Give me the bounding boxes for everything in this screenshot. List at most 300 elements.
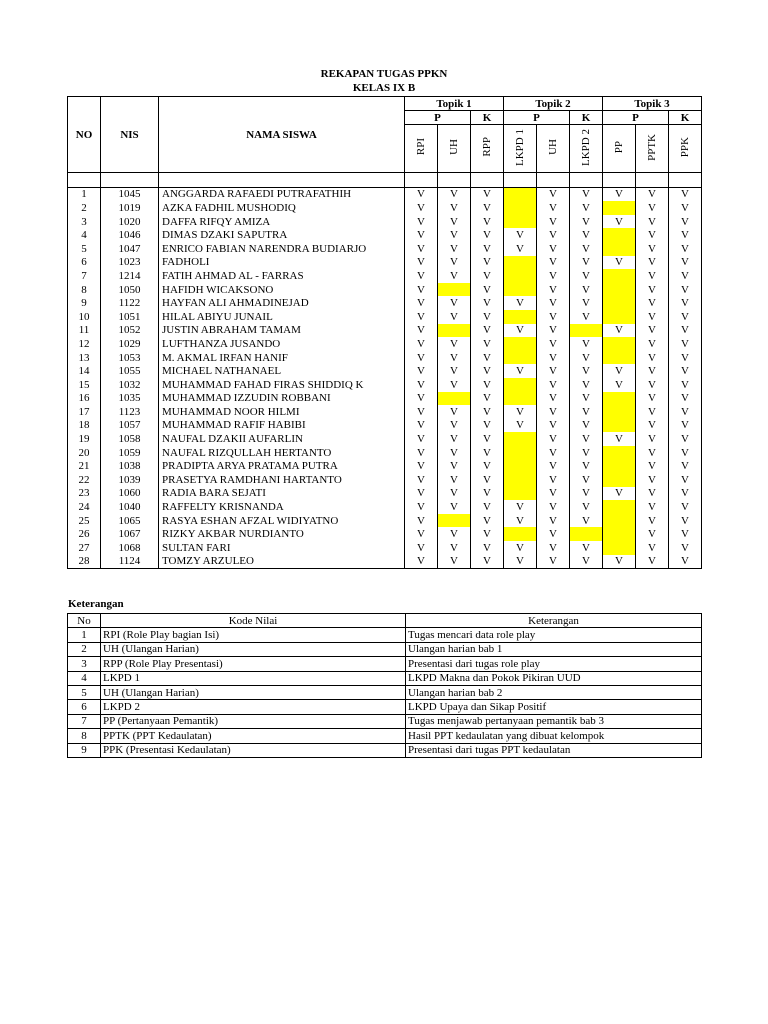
legend-no: 3 [68, 657, 101, 671]
mark-cell-missing [504, 337, 537, 351]
mark-cell: V [669, 378, 702, 392]
legend-row [68, 628, 702, 642]
mark-cell: V [636, 514, 669, 528]
col-header-sub [405, 125, 438, 173]
mark-cell: V [636, 527, 669, 541]
row-name: HILAL ABIYU JUNAIL [159, 310, 405, 324]
mark-cell: V [669, 555, 702, 569]
mark-cell: V [537, 392, 570, 406]
mark-cell: V [570, 487, 603, 501]
mark-cell: V [471, 405, 504, 419]
mark-cell: V [636, 310, 669, 324]
row-name: PRADIPTA ARYA PRATAMA PUTRA [159, 459, 405, 473]
mark-cell-missing [504, 432, 537, 446]
row-nis: 1051 [101, 310, 159, 324]
row-nis: 1039 [101, 473, 159, 487]
mark-cell: V [636, 228, 669, 242]
row-nis: 1029 [101, 337, 159, 351]
mark-cell: V [570, 228, 603, 242]
mark-cell-missing [504, 351, 537, 365]
col-header-sub-label: UH [547, 139, 559, 155]
col-header-sub-label: LKPD 1 [514, 128, 526, 166]
row-name: SULTAN FARI [159, 541, 405, 555]
mark-cell: V [471, 500, 504, 514]
mark-cell-missing [603, 351, 636, 365]
mark-cell: V [603, 432, 636, 446]
mark-cell-missing [603, 392, 636, 406]
row-no: 9 [68, 296, 101, 310]
mark-cell: V [636, 187, 669, 201]
col-header-sub [570, 125, 603, 173]
legend-header-ket: Keterangan [406, 614, 702, 628]
mark-cell: V [537, 201, 570, 215]
row-name: RADIA BARA SEJATI [159, 487, 405, 501]
legend-row [68, 714, 702, 728]
row-no: 6 [68, 256, 101, 270]
legend-no: 4 [68, 671, 101, 685]
legend-ket: Presentasi dari tugas PPT kedaulatan [406, 743, 702, 757]
mark-cell: V [471, 514, 504, 528]
table-row [68, 269, 702, 283]
mark-cell: V [570, 187, 603, 201]
mark-cell: V [570, 405, 603, 419]
mark-cell: V [570, 201, 603, 215]
col-header-p: P [504, 111, 570, 125]
mark-cell: V [669, 201, 702, 215]
row-no: 17 [68, 405, 101, 419]
row-name: MUHAMMAD RAFIF HABIBI [159, 419, 405, 433]
legend-no: 1 [68, 628, 101, 642]
row-nis: 1055 [101, 364, 159, 378]
mark-cell: V [405, 446, 438, 460]
mark-cell: V [405, 473, 438, 487]
mark-cell-missing [504, 527, 537, 541]
legend-kode: PPK (Presentasi Kedaulatan) [101, 743, 406, 757]
mark-cell: V [669, 283, 702, 297]
legend-kode: PPTK (PPT Kedaulatan) [101, 729, 406, 743]
mark-cell-missing [603, 527, 636, 541]
mark-cell: V [471, 283, 504, 297]
mark-cell: V [603, 215, 636, 229]
row-name: RAFFELTY KRISNANDA [159, 500, 405, 514]
mark-cell: V [471, 296, 504, 310]
row-no: 2 [68, 201, 101, 215]
mark-cell: V [669, 419, 702, 433]
col-header-k: K [471, 111, 504, 125]
table-row [68, 187, 702, 201]
mark-cell: V [405, 541, 438, 555]
row-no: 5 [68, 242, 101, 256]
col-header-no: NO [68, 97, 101, 173]
mark-cell-missing [504, 310, 537, 324]
mark-cell: V [405, 324, 438, 338]
mark-cell: V [537, 256, 570, 270]
mark-cell: V [636, 242, 669, 256]
mark-cell: V [669, 459, 702, 473]
mark-cell: V [405, 392, 438, 406]
mark-cell: V [438, 473, 471, 487]
row-no: 13 [68, 351, 101, 365]
row-no: 20 [68, 446, 101, 460]
row-no: 11 [68, 324, 101, 338]
mark-cell: V [537, 215, 570, 229]
mark-cell-missing [603, 459, 636, 473]
mark-cell: V [504, 364, 537, 378]
row-no: 25 [68, 514, 101, 528]
mark-cell: V [438, 555, 471, 569]
mark-cell: V [603, 364, 636, 378]
legend-ket: LKPD Makna dan Pokok Pikiran UUD [406, 671, 702, 685]
legend-no: 5 [68, 685, 101, 699]
mark-cell: V [438, 364, 471, 378]
row-name: MUHAMMAD FAHAD FIRAS SHIDDIQ K [159, 378, 405, 392]
mark-cell: V [471, 215, 504, 229]
legend-row [68, 743, 702, 757]
col-header-sub [471, 125, 504, 173]
table-row [68, 310, 702, 324]
row-nis: 1065 [101, 514, 159, 528]
mark-cell: V [570, 364, 603, 378]
mark-cell: V [636, 432, 669, 446]
mark-cell: V [504, 541, 537, 555]
row-name: FATIH AHMAD AL - FARRAS [159, 269, 405, 283]
row-name: MICHAEL NATHANAEL [159, 364, 405, 378]
mark-cell: V [537, 500, 570, 514]
table-row [68, 324, 702, 338]
mark-cell-missing [504, 187, 537, 201]
mark-cell: V [471, 187, 504, 201]
mark-cell-missing [603, 228, 636, 242]
mark-cell: V [537, 459, 570, 473]
mark-cell-missing [504, 446, 537, 460]
mark-cell: V [438, 256, 471, 270]
row-nis: 1052 [101, 324, 159, 338]
mark-cell-missing [603, 514, 636, 528]
mark-cell: V [669, 269, 702, 283]
row-no: 15 [68, 378, 101, 392]
row-no: 21 [68, 459, 101, 473]
mark-cell: V [471, 310, 504, 324]
mark-cell: V [405, 527, 438, 541]
table-row [68, 500, 702, 514]
mark-cell: V [636, 487, 669, 501]
mark-cell: V [669, 256, 702, 270]
table-row [68, 392, 702, 406]
row-no: 26 [68, 527, 101, 541]
mark-cell: V [570, 392, 603, 406]
mark-cell: V [471, 459, 504, 473]
mark-cell: V [669, 514, 702, 528]
mark-cell: V [471, 432, 504, 446]
row-name: ENRICO FABIAN NARENDRA BUDIARJO [159, 242, 405, 256]
row-no: 4 [68, 228, 101, 242]
mark-cell-missing [504, 392, 537, 406]
row-nis: 1214 [101, 269, 159, 283]
mark-cell: V [636, 500, 669, 514]
mark-cell: V [504, 228, 537, 242]
mark-cell: V [570, 337, 603, 351]
mark-cell: V [405, 256, 438, 270]
table-row [68, 256, 702, 270]
mark-cell: V [537, 514, 570, 528]
mark-cell: V [669, 228, 702, 242]
row-nis: 1067 [101, 527, 159, 541]
col-header-nama: NAMA SISWA [159, 97, 405, 173]
row-no: 18 [68, 419, 101, 433]
mark-cell: V [405, 215, 438, 229]
mark-cell: V [537, 446, 570, 460]
mark-cell-missing [570, 324, 603, 338]
mark-cell: V [537, 187, 570, 201]
mark-cell-missing [504, 473, 537, 487]
mark-cell: V [669, 473, 702, 487]
mark-cell: V [669, 364, 702, 378]
mark-cell: V [570, 310, 603, 324]
legend-ket: Hasil PPT kedaulatan yang dibuat kelompok [406, 729, 702, 743]
mark-cell: V [537, 337, 570, 351]
row-name: LUFTHANZA JUSANDO [159, 337, 405, 351]
mark-cell-missing [570, 527, 603, 541]
mark-cell: V [570, 256, 603, 270]
legend-kode: UH (Ulangan Harian) [101, 642, 406, 656]
col-header-k: K [669, 111, 702, 125]
mark-cell: V [471, 487, 504, 501]
row-nis: 1046 [101, 228, 159, 242]
mark-cell: V [537, 269, 570, 283]
legend-kode: RPI (Role Play bagian Isi) [101, 628, 406, 642]
row-nis: 1068 [101, 541, 159, 555]
mark-cell: V [504, 405, 537, 419]
mark-cell: V [669, 310, 702, 324]
mark-cell: V [570, 459, 603, 473]
col-header-sub [438, 125, 471, 173]
mark-cell: V [537, 527, 570, 541]
legend-row [68, 657, 702, 671]
row-name: TOMZY ARZULEO [159, 555, 405, 569]
row-no: 1 [68, 187, 101, 201]
mark-cell: V [636, 541, 669, 555]
mark-cell-missing [504, 283, 537, 297]
mark-cell: V [570, 541, 603, 555]
row-no: 16 [68, 392, 101, 406]
row-nis: 1050 [101, 283, 159, 297]
page-title: REKAPAN TUGAS PPKN [320, 68, 448, 80]
mark-cell: V [537, 310, 570, 324]
mark-cell: V [537, 487, 570, 501]
col-header-sub-label: LKPD 2 [580, 128, 592, 166]
mark-cell: V [504, 324, 537, 338]
mark-cell: V [438, 541, 471, 555]
mark-cell: V [669, 392, 702, 406]
legend-no: 9 [68, 743, 101, 757]
mark-cell: V [438, 201, 471, 215]
mark-cell: V [669, 242, 702, 256]
mark-cell: V [471, 351, 504, 365]
col-header-topik-3: Topik 3 [603, 97, 702, 111]
mark-cell: V [537, 473, 570, 487]
mark-cell: V [636, 351, 669, 365]
mark-cell: V [405, 432, 438, 446]
mark-cell: V [504, 296, 537, 310]
row-nis: 1035 [101, 392, 159, 406]
mark-cell: V [537, 541, 570, 555]
legend-header-kode: Kode Nilai [101, 614, 406, 628]
mark-cell: V [537, 419, 570, 433]
mark-cell: V [570, 242, 603, 256]
row-name: MUHAMMAD NOOR HILMI [159, 405, 405, 419]
row-no: 12 [68, 337, 101, 351]
mark-cell-missing [603, 405, 636, 419]
row-name: FADHOLI [159, 256, 405, 270]
table-row [68, 487, 702, 501]
mark-cell: V [438, 187, 471, 201]
mark-cell-missing [603, 419, 636, 433]
mark-cell: V [636, 405, 669, 419]
row-name: HAFIDH WICAKSONO [159, 283, 405, 297]
mark-cell: V [405, 555, 438, 569]
mark-cell: V [438, 228, 471, 242]
mark-cell: V [438, 459, 471, 473]
row-no: 3 [68, 215, 101, 229]
mark-cell: V [504, 555, 537, 569]
col-header-sub-label: RPP [481, 137, 493, 157]
mark-cell: V [669, 527, 702, 541]
mark-cell: V [471, 269, 504, 283]
mark-cell: V [504, 500, 537, 514]
row-no: 23 [68, 487, 101, 501]
legend-ket: Tugas menjawab pertanyaan pemantik bab 3 [406, 714, 702, 728]
mark-cell: V [669, 324, 702, 338]
mark-cell: V [405, 351, 438, 365]
mark-cell: V [405, 283, 438, 297]
mark-cell: V [669, 351, 702, 365]
row-no: 22 [68, 473, 101, 487]
row-name: NAUFAL DZAKII AUFARLIN [159, 432, 405, 446]
row-name: HAYFAN ALI AHMADINEJAD [159, 296, 405, 310]
row-name: M. AKMAL IRFAN HANIF [159, 351, 405, 365]
table-row [68, 364, 702, 378]
table-row [68, 351, 702, 365]
mark-cell: V [603, 187, 636, 201]
mark-cell: V [669, 541, 702, 555]
mark-cell: V [405, 500, 438, 514]
row-nis: 1122 [101, 296, 159, 310]
mark-cell: V [438, 337, 471, 351]
col-header-sub-label: RPI [415, 138, 427, 156]
row-name: JUSTIN ABRAHAM TAMAM [159, 324, 405, 338]
col-header-p: P [405, 111, 471, 125]
mark-cell: V [636, 296, 669, 310]
mark-cell: V [405, 187, 438, 201]
mark-cell: V [405, 269, 438, 283]
table-row [68, 228, 702, 242]
mark-cell: V [471, 337, 504, 351]
mark-cell: V [471, 256, 504, 270]
mark-cell: V [405, 310, 438, 324]
mark-cell: V [471, 473, 504, 487]
mark-cell: V [471, 392, 504, 406]
mark-cell: V [405, 419, 438, 433]
mark-cell-missing [603, 541, 636, 555]
mark-cell: V [636, 555, 669, 569]
legend-row [68, 729, 702, 743]
mark-cell: V [636, 337, 669, 351]
legend-kode: PP (Pertanyaan Pemantik) [101, 714, 406, 728]
row-name: AZKA FADHIL MUSHODIQ [159, 201, 405, 215]
mark-cell: V [405, 459, 438, 473]
mark-cell: V [537, 324, 570, 338]
row-no: 14 [68, 364, 101, 378]
mark-cell-missing [603, 337, 636, 351]
col-header-sub [669, 125, 702, 173]
mark-cell: V [471, 541, 504, 555]
mark-cell: V [603, 555, 636, 569]
mark-cell-missing [603, 201, 636, 215]
col-header-sub-label: PPK [679, 136, 691, 158]
legend-kode: LKPD 1 [101, 671, 406, 685]
legend-label: Keterangan [68, 598, 124, 610]
legend-row [68, 642, 702, 656]
mark-cell-missing [438, 283, 471, 297]
row-nis: 1019 [101, 201, 159, 215]
mark-cell: V [438, 310, 471, 324]
row-name: MUHAMMAD IZZUDIN ROBBANI [159, 392, 405, 406]
mark-cell: V [438, 419, 471, 433]
mark-cell-missing [603, 283, 636, 297]
col-header-sub-label: PPTK [646, 133, 658, 161]
mark-cell: V [537, 405, 570, 419]
legend-ket: Ulangan harian bab 2 [406, 685, 702, 699]
mark-cell: V [570, 419, 603, 433]
mark-cell: V [636, 419, 669, 433]
legend-row [68, 685, 702, 699]
row-nis: 1020 [101, 215, 159, 229]
row-name: DIMAS DZAKI SAPUTRA [159, 228, 405, 242]
row-name: NAUFAL RIZQULLAH HERTANTO [159, 446, 405, 460]
mark-cell: V [570, 473, 603, 487]
row-nis: 1059 [101, 446, 159, 460]
row-no: 28 [68, 555, 101, 569]
mark-cell-missing [504, 215, 537, 229]
mark-cell-missing [603, 269, 636, 283]
col-header-sub [636, 125, 669, 173]
row-no: 24 [68, 500, 101, 514]
row-nis: 1053 [101, 351, 159, 365]
mark-cell: V [438, 446, 471, 460]
table-row [68, 215, 702, 229]
table-row [68, 296, 702, 310]
mark-cell: V [669, 500, 702, 514]
mark-cell: V [636, 215, 669, 229]
mark-cell-missing [504, 459, 537, 473]
mark-cell: V [471, 201, 504, 215]
mark-cell: V [405, 296, 438, 310]
mark-cell: V [669, 337, 702, 351]
mark-cell: V [438, 405, 471, 419]
legend-no: 7 [68, 714, 101, 728]
mark-cell: V [570, 378, 603, 392]
table-row [68, 283, 702, 297]
col-header-sub [603, 125, 636, 173]
row-name: DAFFA RIFQY AMIZA [159, 215, 405, 229]
mark-cell: V [471, 419, 504, 433]
legend-ket: LKPD Upaya dan Sikap Positif [406, 700, 702, 714]
mark-cell: V [438, 378, 471, 392]
table-row [68, 201, 702, 215]
row-nis: 1060 [101, 487, 159, 501]
mark-cell-missing [504, 378, 537, 392]
table-row [68, 527, 702, 541]
